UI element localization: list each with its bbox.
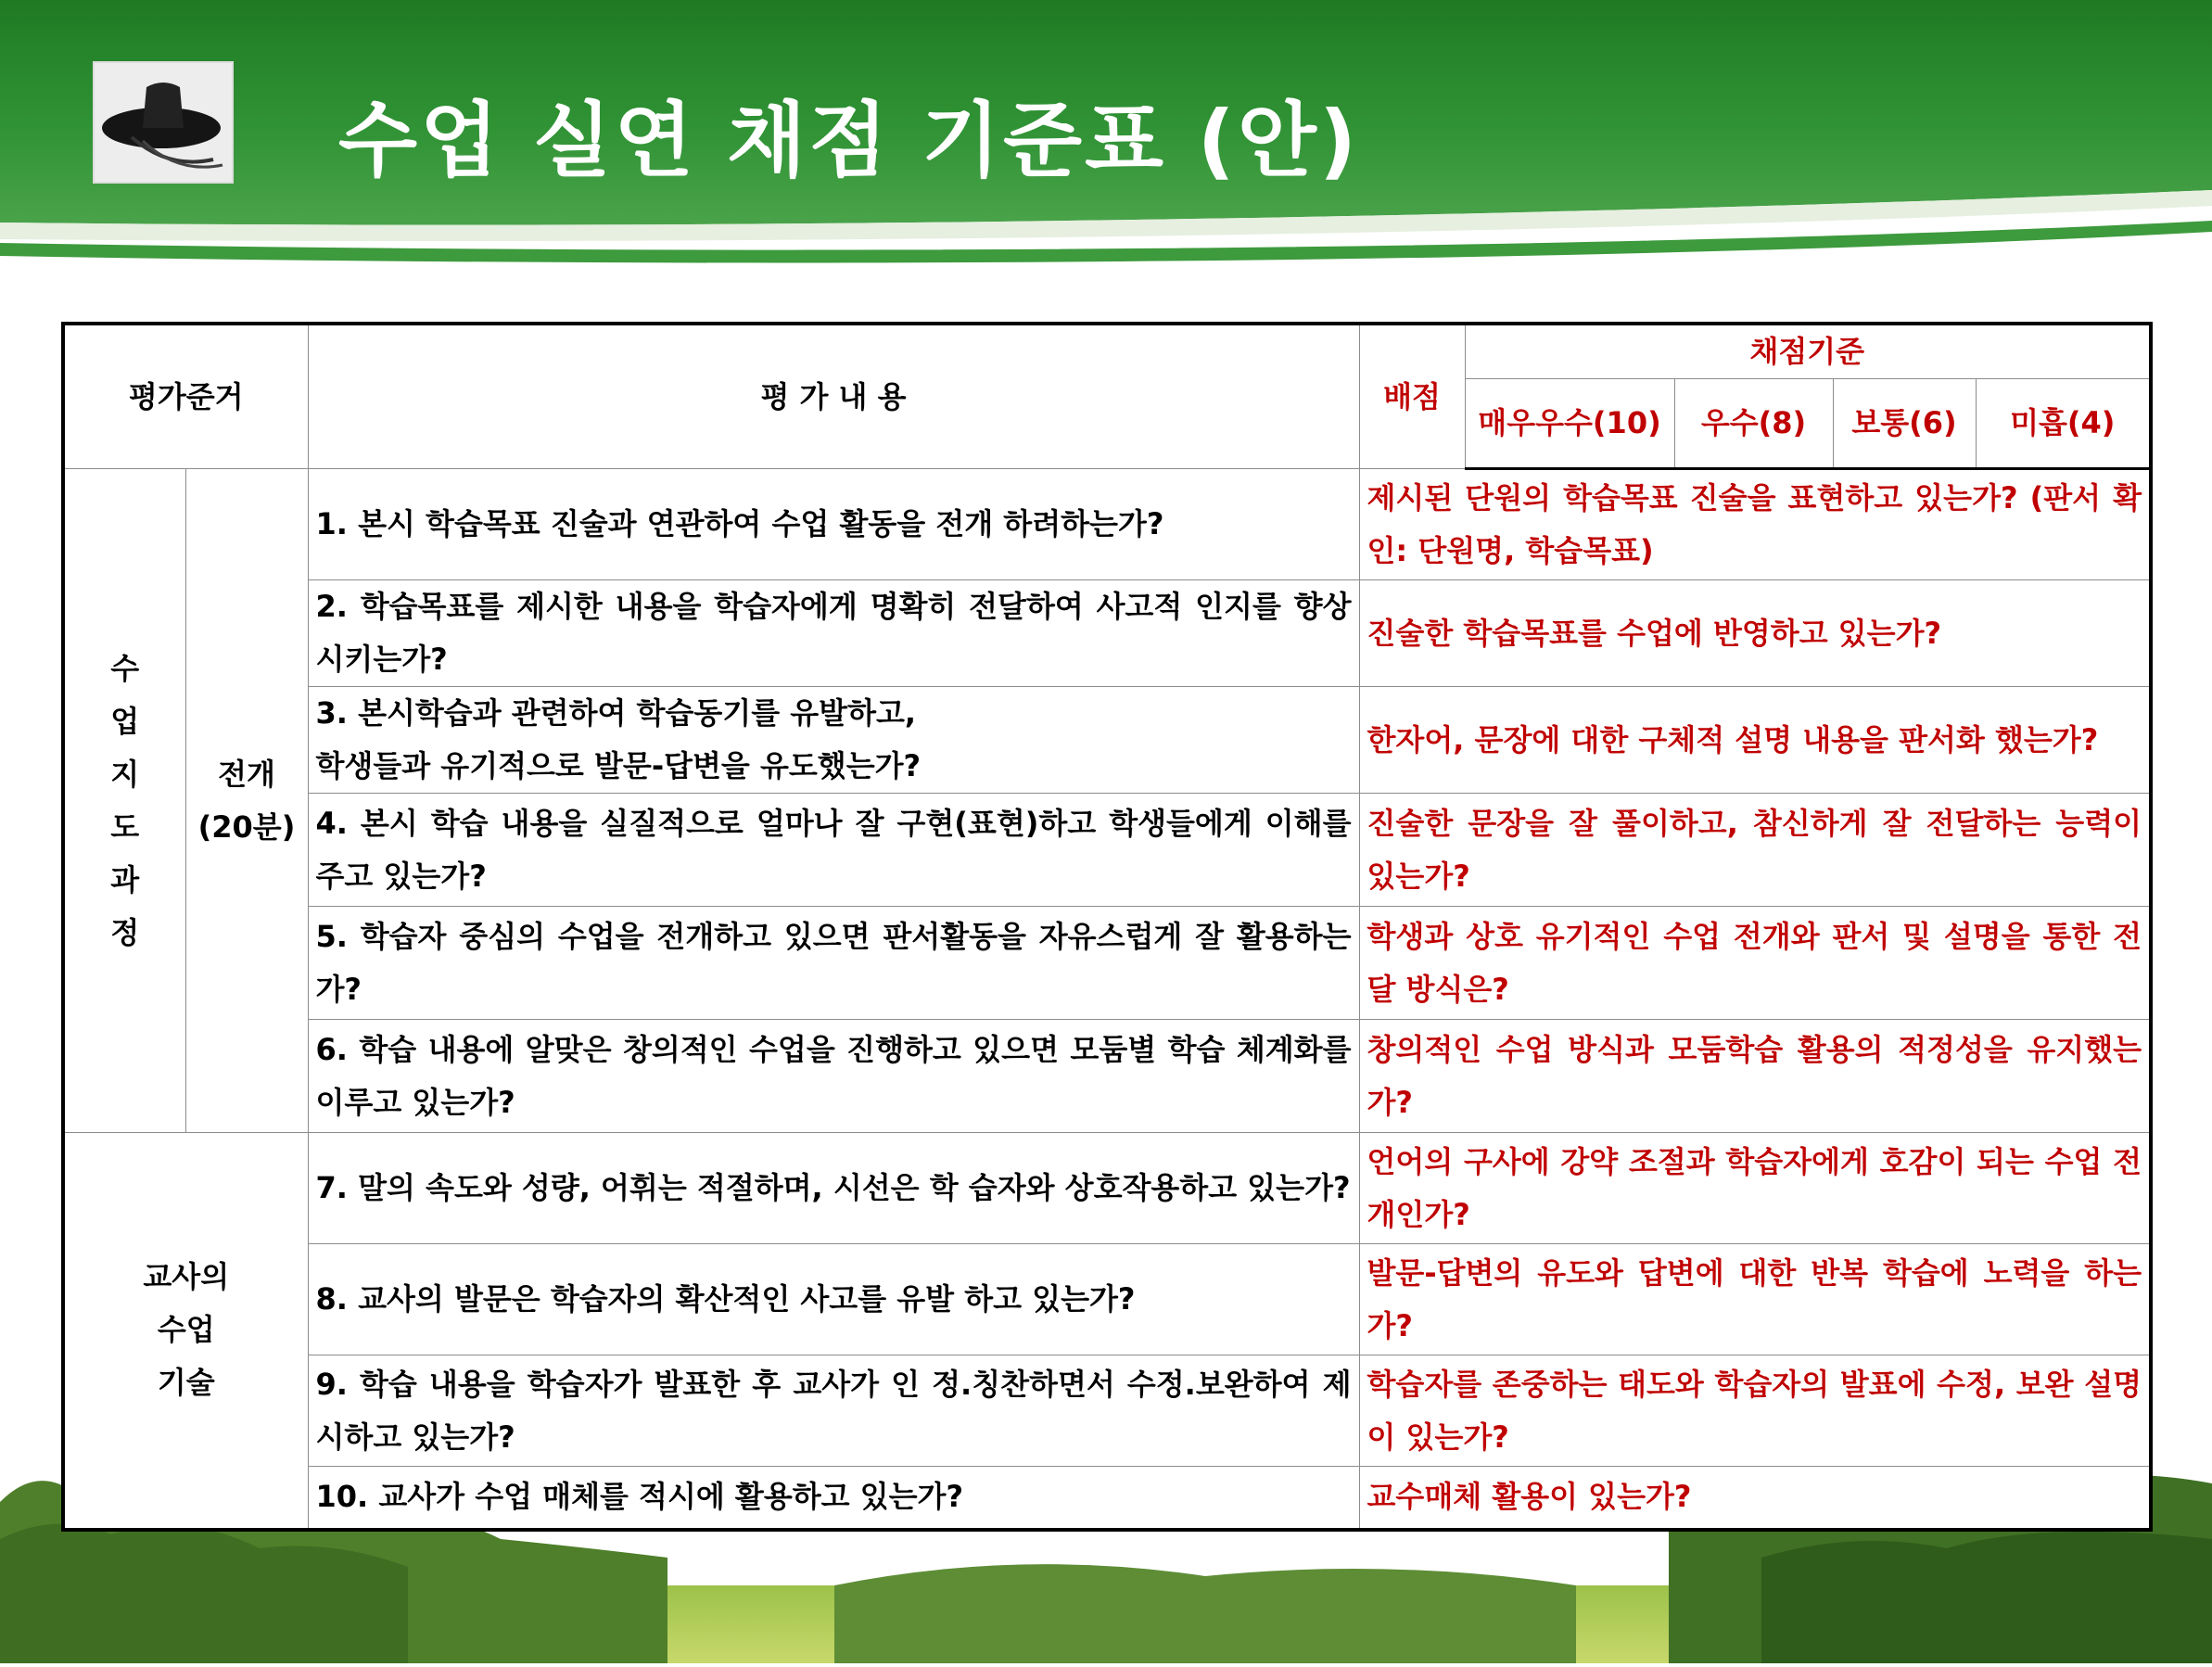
row-criteria: 한자어, 문장에 대한 구체적 설명 내용을 판서화 했는가? [1359, 687, 2151, 794]
row-criteria: 제시된 단원의 학습목표 진술을 표현하고 있는가? (판서 확인: 단원명, 학습목표) [1359, 469, 2151, 580]
level-average: 보통(6) [1833, 379, 1976, 469]
row-content: 9. 학습 내용을 학습자가 발표한 후 교사가 인 정.칭찬하면서 수정.보완하여 제시하고 있는가? [308, 1355, 1359, 1467]
header-content: 평 가 내 용 [308, 324, 1359, 469]
header-points: 배점 [1359, 324, 1465, 469]
row-content: 2. 학습목표를 제시한 내용을 학습자에게 명확히 전달하여 사고적 인지를 향상시키는가? [308, 580, 1359, 687]
group-process-char: 지 [110, 756, 140, 792]
row-content: 1. 본시 학습목표 진술과 연관하여 수업 활동을 전개 하려하는가? [308, 469, 1359, 580]
table-row [63, 1244, 2151, 1355]
group-teacher-line: 수업 [157, 1312, 215, 1348]
row-content: 10. 교사가 수업 매체를 적시에 활용하고 있는가? [308, 1467, 1359, 1530]
row-content: 7. 말의 속도와 성량, 어휘는 적절하며, 시선은 학 습자와 상호작용하고 있는가? [308, 1133, 1359, 1244]
header-criteria: 평가준거 [63, 324, 308, 469]
table-row [63, 1355, 2151, 1467]
slide-title: 수업 실연 채점 기준표 (안) [338, 93, 1360, 188]
gat-hat-icon [95, 63, 232, 182]
row-content-line: 3. 본시학습과 관련하여 학습동기를 유발하고, [315, 695, 917, 731]
row-criteria: 창의적인 수업 방식과 모둠학습 활용의 적정성을 유지했는가? [1359, 1020, 2151, 1133]
row-criteria: 학생과 상호 유기적인 수업 전개와 판서 및 설명을 통한 전달 방식은? [1359, 907, 2151, 1020]
table-row [63, 1020, 2151, 1133]
table-row [63, 580, 2151, 687]
group-teacher-line: 기술 [157, 1365, 215, 1401]
row-content [308, 687, 1359, 794]
row-criteria: 교수매체 활용이 있는가? [1359, 1467, 2151, 1530]
grading-table [61, 322, 2153, 1532]
group-phase-label: 전개 [218, 756, 275, 792]
table-row [63, 907, 2151, 1020]
level-poor: 미흡(4) [1976, 379, 2151, 469]
header-grading: 채점기준 [1465, 324, 2151, 379]
group-process-char: 업 [110, 703, 140, 739]
hat-logo-image [93, 61, 234, 184]
level-excellent: 매우우수(10) [1465, 379, 1674, 469]
group-process-char: 과 [110, 861, 140, 897]
group-process-char: 수 [110, 650, 140, 686]
group-process-char: 도 [110, 808, 140, 845]
row-content: 5. 학습자 중심의 수업을 전개하고 있으면 판서활동을 자유스럽게 잘 활용하는가? [308, 907, 1359, 1020]
table-row [63, 687, 2151, 794]
group-teacher-skill [63, 1133, 308, 1530]
table-row [63, 794, 2151, 907]
table-row [63, 1133, 2151, 1244]
row-criteria: 발문-답변의 유도와 답변에 대한 반복 학습에 노력을 하는가? [1359, 1244, 2151, 1355]
row-content: 4. 본시 학습 내용을 실질적으로 얼마나 잘 구현(표현)하고 학생들에게 이해를 주고 있는가? [308, 794, 1359, 907]
row-content: 8. 교사의 발문은 학습자의 확산적인 사고를 유발 하고 있는가? [308, 1244, 1359, 1355]
row-content: 6. 학습 내용에 알맞은 창의적인 수업을 진행하고 있으면 모둠별 학습 체계화를 이루고 있는가? [308, 1020, 1359, 1133]
row-criteria: 진술한 학습목표를 수업에 반영하고 있는가? [1359, 580, 2151, 687]
group-teacher-line: 교사의 [143, 1259, 230, 1295]
row-criteria: 언어의 구사에 강약 조절과 학습자에게 호감이 되는 수업 전개인가? [1359, 1133, 2151, 1244]
row-criteria: 진술한 문장을 잘 풀이하고, 참신하게 잘 전달하는 능력이 있는가? [1359, 794, 2151, 907]
row-criteria: 학습자를 존중하는 태도와 학습자의 발표에 수정, 보완 설명이 있는가? [1359, 1355, 2151, 1467]
row-content-line: 학생들과 유기적으로 발문-답변을 유도했는가? [315, 748, 922, 783]
group-process-char: 정 [110, 914, 140, 950]
table-row [63, 1467, 2151, 1530]
group-phase [185, 469, 308, 1133]
header-row-1 [63, 324, 2151, 379]
group-process [63, 469, 185, 1133]
table-row [63, 469, 2151, 580]
header-banner [0, 0, 2212, 269]
group-phase-duration: (20분) [197, 808, 296, 845]
level-good: 우수(8) [1674, 379, 1833, 469]
